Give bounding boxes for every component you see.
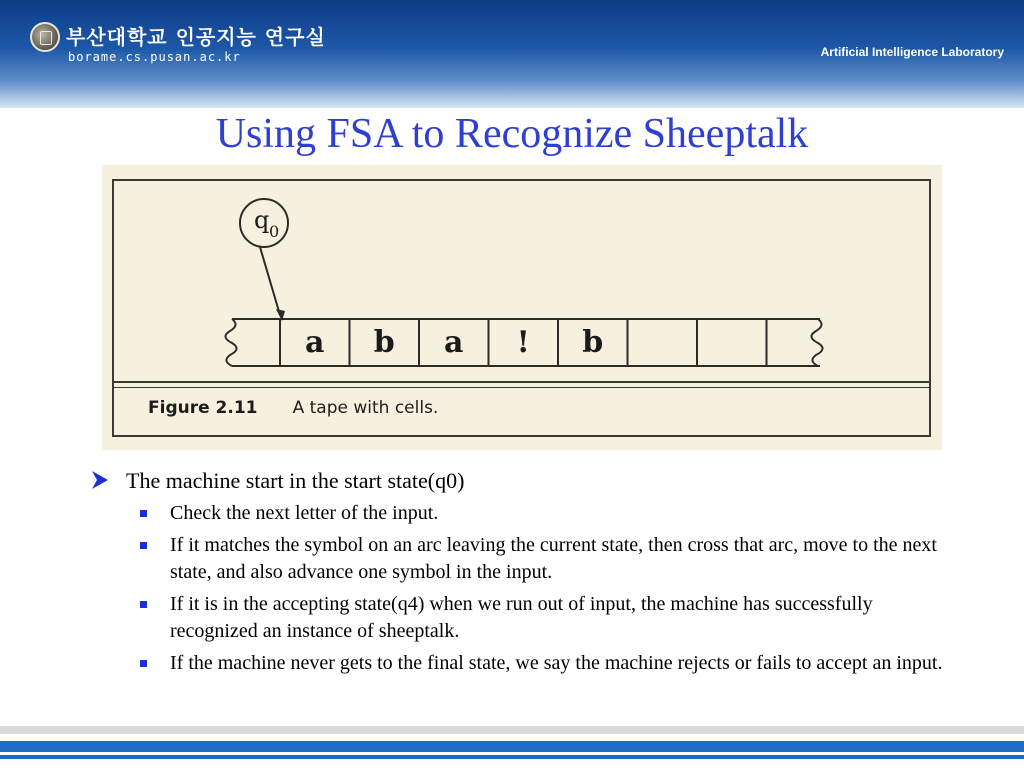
square-bullet-icon (140, 510, 147, 517)
main-bullet-text: The machine start in the start state(q0) (126, 468, 465, 493)
arrow-bullet-icon (90, 469, 110, 491)
main-bullet (90, 466, 950, 496)
footer-stripe (0, 741, 1024, 752)
sub-bullet-text: If it is in the accepting state(q4) when we run out of input, the machine has successfully recognized an instance of sheeptalk. (170, 593, 873, 642)
footer-stripe (0, 755, 1024, 759)
university-url: borame.cs.pusan.ac.kr (68, 50, 241, 64)
tape-cell-symbol: b (582, 325, 604, 360)
state-label: q (254, 206, 270, 234)
slide-title: Using FSA to Recognize Sheeptalk (215, 111, 809, 157)
bullet-list (90, 466, 950, 682)
sub-bullet (90, 500, 950, 527)
sub-bullet-text: If it matches the symbol on an arc leaving the current state, then cross that arc, move to the next state, and also advance one symbol in the input. (170, 534, 937, 583)
footer-stripe (0, 726, 1024, 734)
figure-number: Figure 2.11 (148, 398, 258, 418)
figure-caption-text: A tape with cells. (292, 398, 439, 418)
university-name: 부산대학교 인공지능 연구실 (66, 25, 326, 49)
tape-cell-symbol: b (373, 325, 395, 360)
tape-figure (102, 165, 942, 450)
sub-bullet (90, 591, 950, 645)
tape-cell-symbol: a (444, 325, 464, 360)
header-banner (0, 0, 1024, 108)
square-bullet-icon (140, 601, 147, 608)
lab-name: Artificial Intelligence Laboratory (820, 45, 1004, 59)
figure-caption (148, 398, 438, 418)
sub-bullet (90, 532, 950, 586)
read-head-arrow (260, 247, 280, 315)
tape-cell-symbol: a (305, 325, 325, 360)
university-seal-icon (30, 22, 60, 52)
tape-left-torn-edge (225, 319, 236, 366)
square-bullet-icon (140, 660, 147, 667)
sub-bullet-text: Check the next letter of the input. (170, 502, 439, 524)
tape-cell-symbol: ! (516, 325, 530, 360)
sub-bullet-text: If the machine never gets to the final state, we say the machine rejects or fails to accept an input. (170, 652, 943, 674)
sub-bullet (90, 650, 950, 677)
square-bullet-icon (140, 542, 147, 549)
state-subscript: 0 (269, 222, 280, 241)
tape-right-torn-edge (811, 319, 822, 366)
